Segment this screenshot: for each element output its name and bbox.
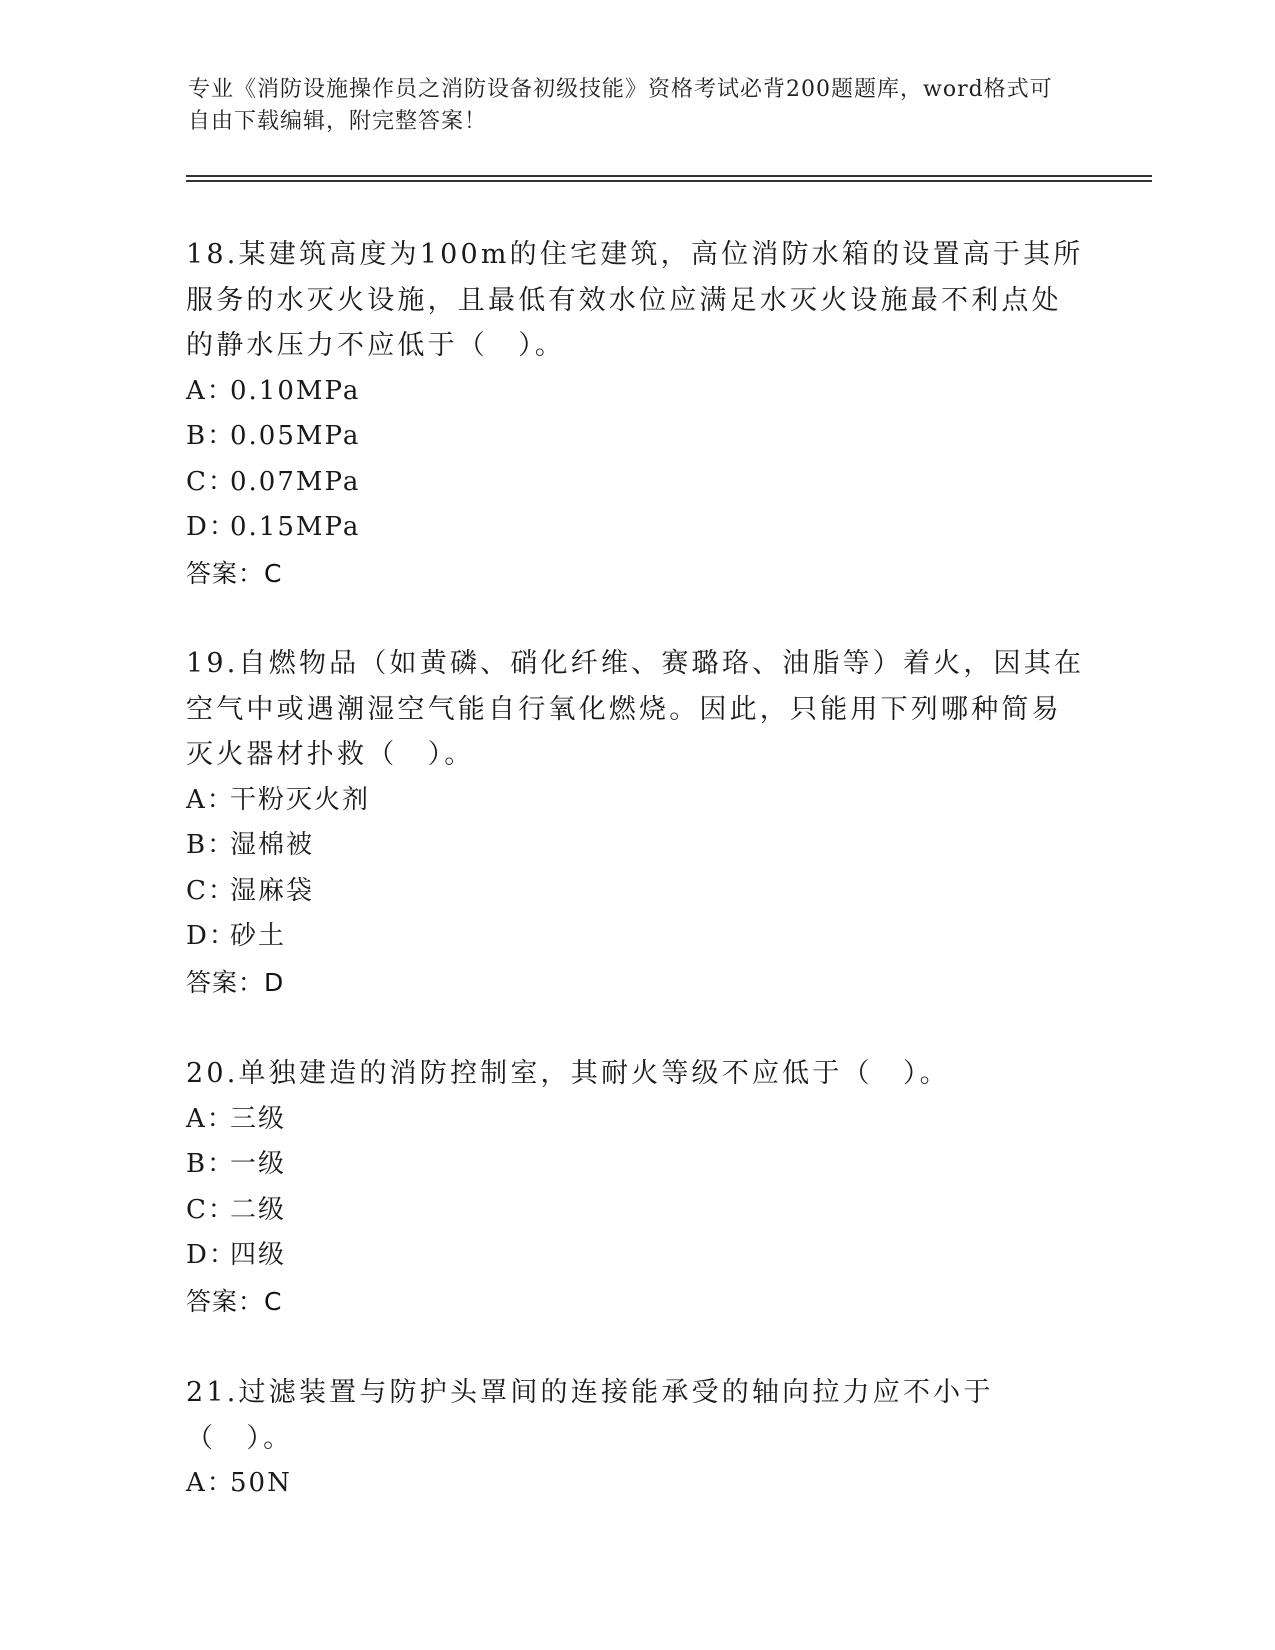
option-text: 0.07MPa: [230, 466, 361, 497]
option-letter: D：: [186, 512, 237, 542]
document-header: 专业《消防设施操作员之消防设备初级技能》资格考试必背200题题库，word格式可自由下载编辑，附完整答案！: [188, 77, 1053, 134]
option-text: 砂土: [230, 921, 287, 951]
question-stem: 20.单独建造的消防控制室，其耐火等级不应低于（ ）。: [186, 1058, 950, 1089]
option-c: [186, 1188, 1086, 1234]
option-a: [186, 1097, 1086, 1143]
option-letter: B：: [186, 1149, 236, 1179]
option-text: 三级: [230, 1103, 287, 1134]
answer: 答案：C: [186, 1286, 283, 1316]
option-text: 一级: [230, 1149, 287, 1179]
option-text: 四级: [230, 1240, 287, 1270]
option-text: 0.05MPa: [230, 421, 361, 451]
option-d: [186, 1233, 1086, 1279]
header-divider-bottom: [186, 180, 1152, 182]
option-text: 湿麻袋: [230, 875, 315, 906]
question-19: [186, 641, 1086, 1005]
option-text: 干粉灭火剂: [230, 784, 371, 815]
answer: 答案：D: [186, 967, 285, 997]
option-letter: A：: [186, 784, 235, 815]
option-a: [186, 778, 1086, 824]
option-b: [186, 414, 1086, 460]
option-letter: D：: [186, 1240, 237, 1270]
question-stem: 21.过滤装置与防护头罩间的连接能承受的轴向拉力应不小于（ ）。: [186, 1377, 994, 1454]
option-letter: C：: [186, 875, 236, 906]
option-text: 二级: [230, 1194, 287, 1225]
question-18: [186, 232, 1086, 596]
option-text: 0.10MPa: [230, 375, 361, 406]
question-20: [186, 1051, 1086, 1324]
option-b: [186, 1142, 1086, 1188]
option-text: 湿棉被: [230, 830, 315, 860]
option-d: [186, 505, 1086, 551]
question-21: [186, 1370, 1086, 1507]
option-b: [186, 823, 1086, 869]
option-letter: C：: [186, 1194, 236, 1225]
header-divider-top: [186, 175, 1152, 177]
question-stem: 18.某建筑高度为100m的住宅建筑，高位消防水箱的设置高于其所服务的水灭火设施，且最低有效水位应满足水灭火设施最不利点处的静水压力不应低于（ ）。: [186, 239, 1084, 361]
option-letter: A：: [186, 1468, 235, 1498]
option-a: [186, 369, 1086, 415]
option-d: [186, 914, 1086, 960]
question-stem: 19.自燃物品（如黄磷、硝化纤维、赛璐珞、油脂等）着火，因其在空气中或遇潮湿空气能自行氧化燃烧。因此，只能用下列哪种简易灭火器材扑救（ ）。: [186, 648, 1085, 770]
option-letter: A：: [186, 1103, 235, 1134]
option-letter: C：: [186, 466, 236, 497]
option-letter: B：: [186, 830, 236, 860]
option-letter: A：: [186, 375, 235, 406]
option-c: [186, 460, 1086, 506]
option-c: [186, 869, 1086, 915]
option-text: 0.15MPa: [230, 512, 361, 542]
option-a: [186, 1461, 1086, 1507]
option-letter: B：: [186, 421, 236, 451]
option-letter: D：: [186, 921, 237, 951]
answer: 答案：C: [186, 558, 283, 588]
option-text: 50N: [230, 1468, 292, 1498]
